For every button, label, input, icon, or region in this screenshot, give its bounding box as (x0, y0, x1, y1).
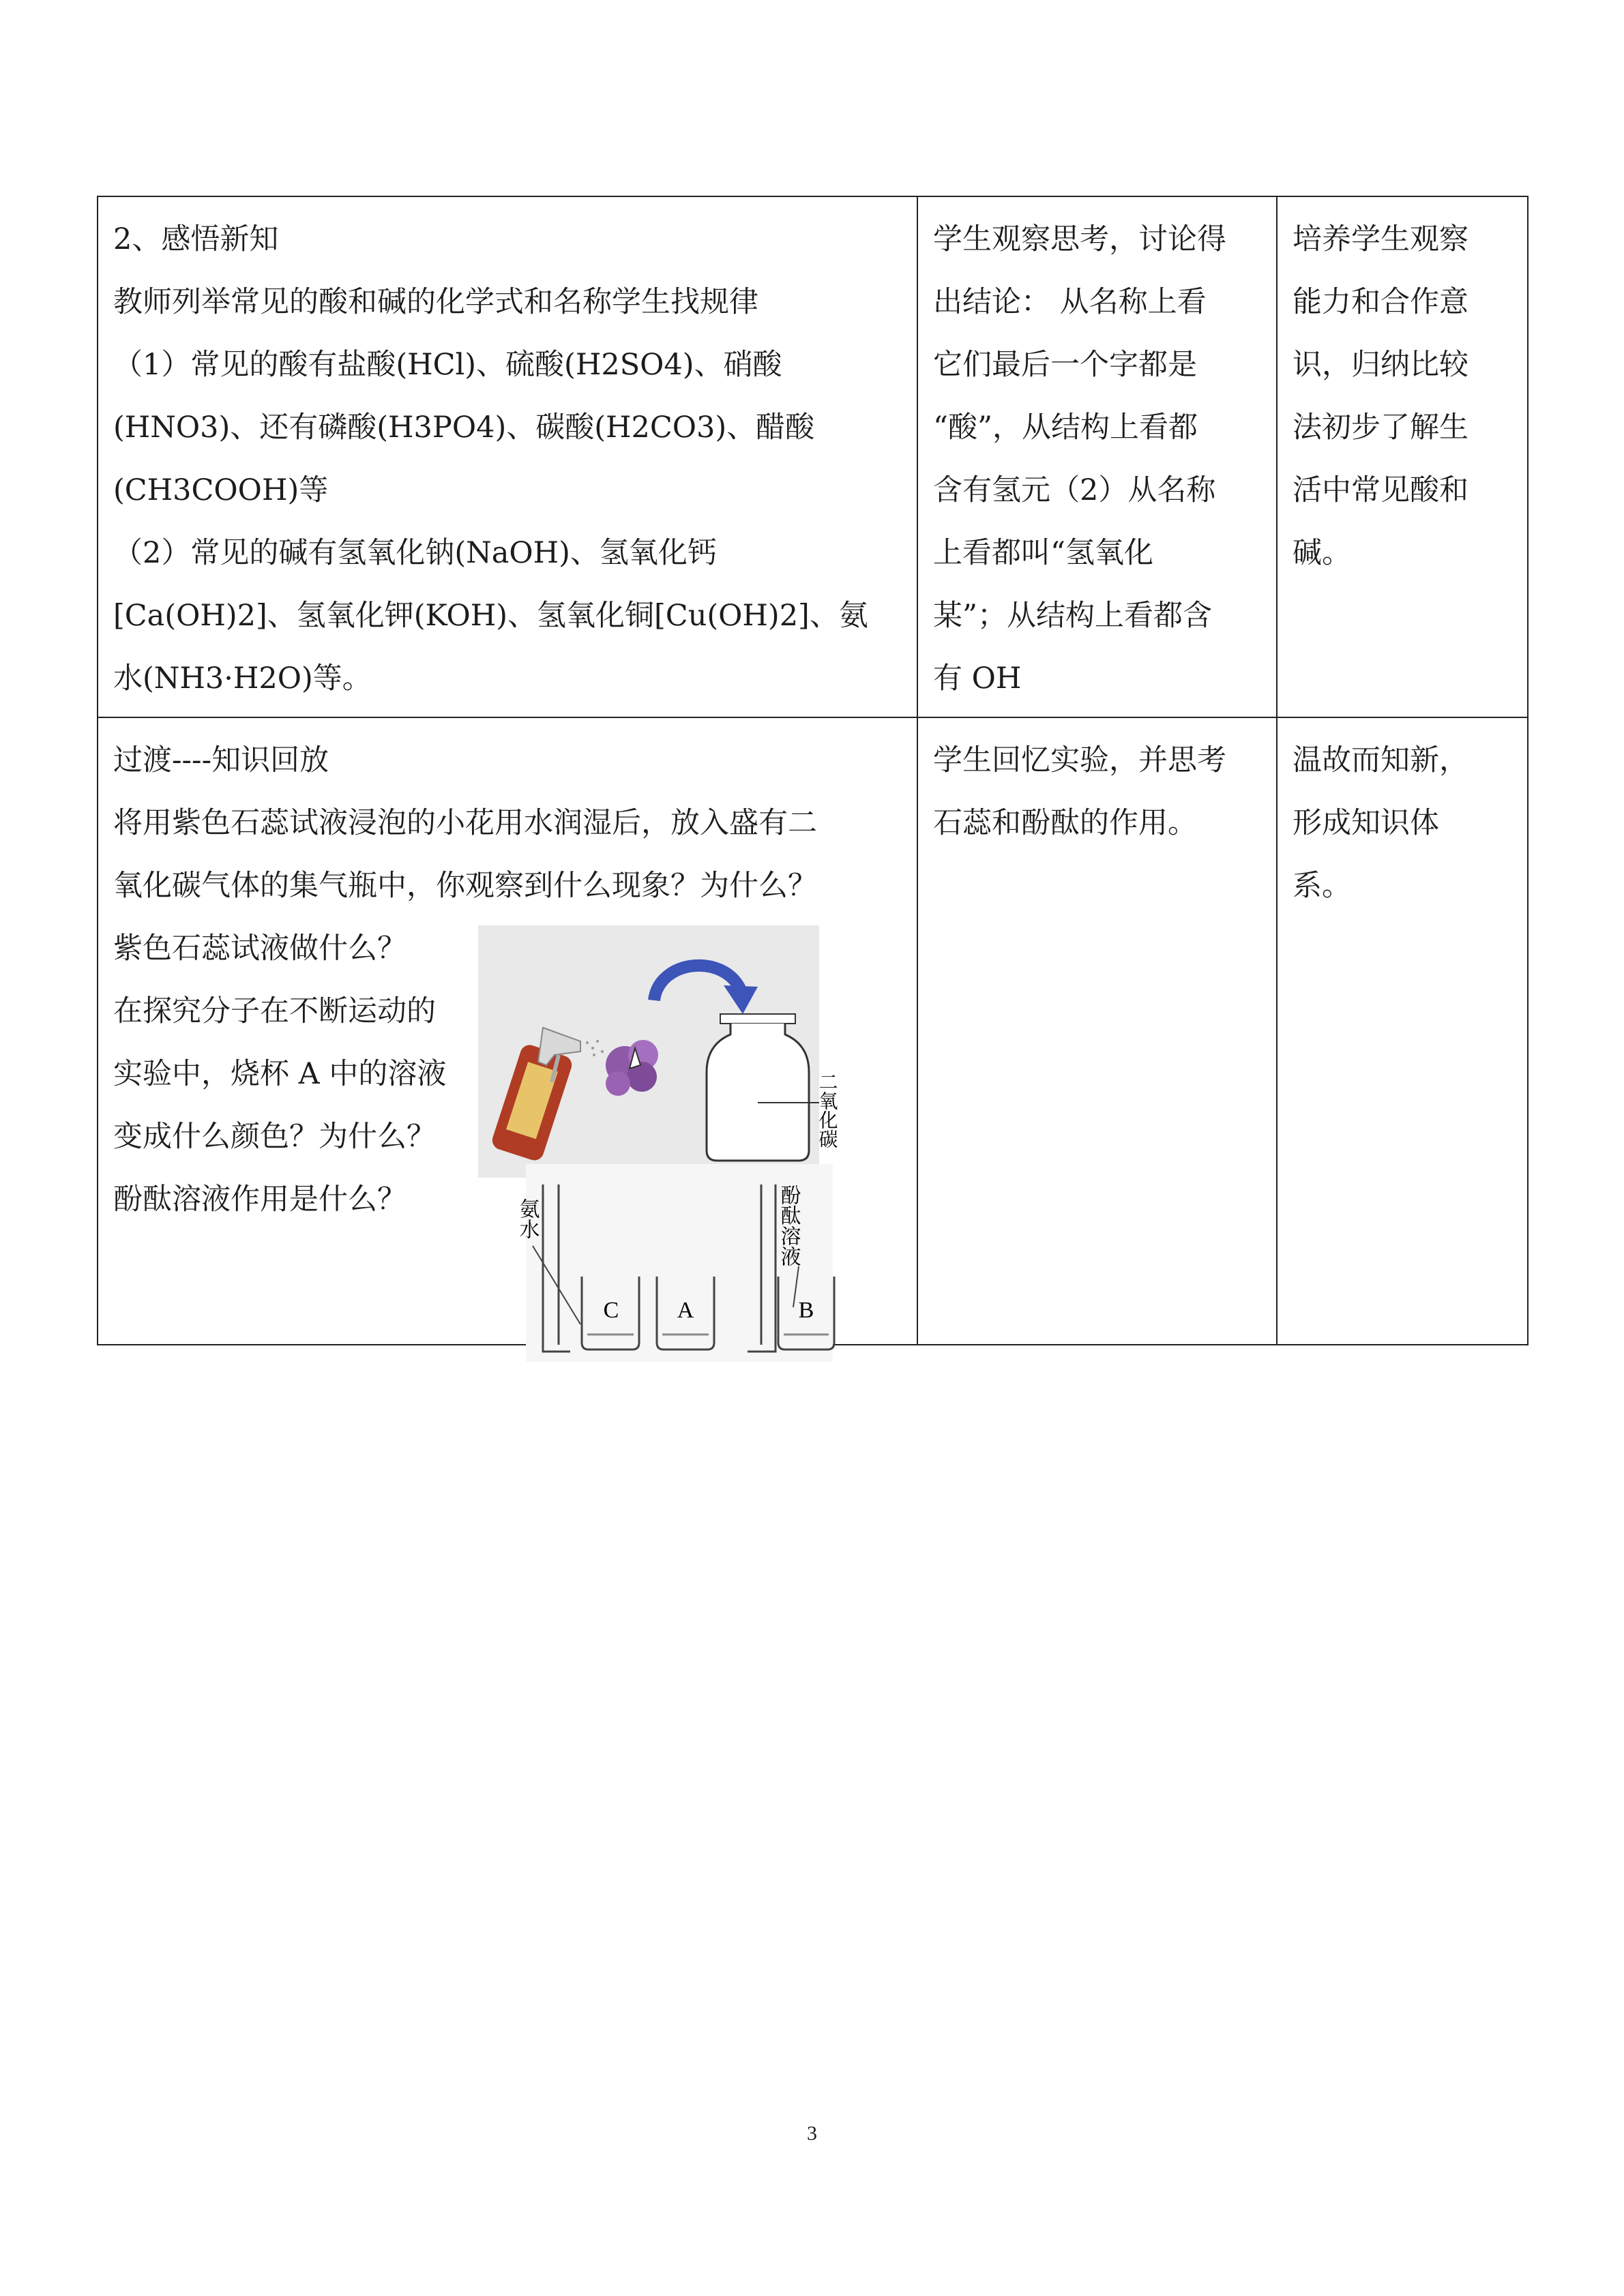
question-block (113, 917, 902, 1323)
text-line: [Ca(OH)2]、氢氧化钾(KOH)、氢氧化铜[Cu(OH)2]、氨 (113, 599, 868, 633)
text-line: 法初步了解生 (1293, 411, 1468, 445)
lesson-table (97, 196, 1529, 1345)
page-number: 3 (807, 2122, 817, 2145)
table-row (98, 717, 1528, 1345)
text-line: 碱。 (1293, 536, 1351, 570)
text-line: 将用紫色石蕊试液浸泡的小花用水润湿后，放入盛有二 (113, 806, 817, 840)
text-line: 学生观察思考，讨论得 (933, 222, 1226, 256)
text-line: 紫色石蕊试液做什么？ (113, 931, 407, 966)
phenol-label: 酚酞溶液 (776, 1184, 801, 1266)
text-line: 培养学生观察 (1293, 222, 1468, 256)
purpose-cell (1277, 196, 1528, 717)
ammonia-label: 氨水 (515, 1198, 540, 1239)
text-line: 形成知识体 (1293, 806, 1439, 840)
text-line: (CH3COOH)等 (113, 473, 329, 507)
text-line: 实验中，烧杯 A 中的溶液 (113, 1057, 447, 1091)
student-cell (917, 196, 1277, 717)
text-line: （2）常见的碱有氢氧化钠(NaOH)、氢氧化钙 (113, 536, 717, 570)
text-line: 有 OH (933, 661, 1022, 696)
beaker-label: A (677, 1298, 694, 1323)
activity-cell (98, 196, 917, 717)
text-line: 温故而知新， (1293, 743, 1468, 777)
text-line: 教师列举常见的酸和碱的化学式和名称学生找规律 (113, 285, 758, 319)
text-line: 活中常见酸和 (1293, 473, 1468, 507)
text-line: 含有氢元（2）从名称 (933, 473, 1216, 507)
text-line: 水(NH3·H2O)等。 (113, 661, 372, 696)
text-line: 系。 (1293, 869, 1351, 903)
gas-label: 二氧化碳 (816, 1072, 839, 1148)
text-line: 在探究分子在不断运动的 (113, 994, 436, 1028)
beaker-label: C (603, 1298, 619, 1323)
text-line: 酚酞溶液作用是什么？ (113, 1182, 407, 1217)
beaker-label: B (798, 1298, 814, 1323)
text-line: 上看都叫“氢氧化 (933, 536, 1153, 570)
text-line: 它们最后一个字都是 (933, 348, 1197, 382)
table-row (98, 196, 1528, 717)
text-line: “酸”，从结构上看都 (933, 411, 1198, 445)
text-line: 学生回忆实验，并思考 (933, 743, 1226, 777)
experiment-illustration (478, 925, 860, 1362)
activity-cell (98, 717, 917, 1345)
text-line: 某”；从结构上看都含 (933, 599, 1212, 633)
text-line: 识，归纳比较 (1293, 348, 1468, 382)
text-line: 2、感悟新知 (113, 222, 279, 256)
text-line: （1）常见的酸有盐酸(HCl)、硫酸(H2SO4)、硝酸 (113, 348, 782, 382)
student-cell (917, 717, 1277, 1345)
text-line: 石蕊和酚酞的作用。 (933, 806, 1197, 840)
text-line: 过渡----知识回放 (113, 743, 329, 777)
text-line: 氧化碳气体的集气瓶中，你观察到什么现象？为什么？ (113, 869, 817, 903)
text-line: (HNO3)、还有磷酸(H3PO4)、碳酸(H2CO3)、醋酸 (113, 411, 815, 445)
text-line: 能力和合作意 (1293, 285, 1468, 319)
text-line: 变成什么颜色？为什么？ (113, 1120, 436, 1154)
purpose-cell (1277, 717, 1528, 1345)
text-line: 出结论： 从名称上看 (933, 285, 1207, 319)
